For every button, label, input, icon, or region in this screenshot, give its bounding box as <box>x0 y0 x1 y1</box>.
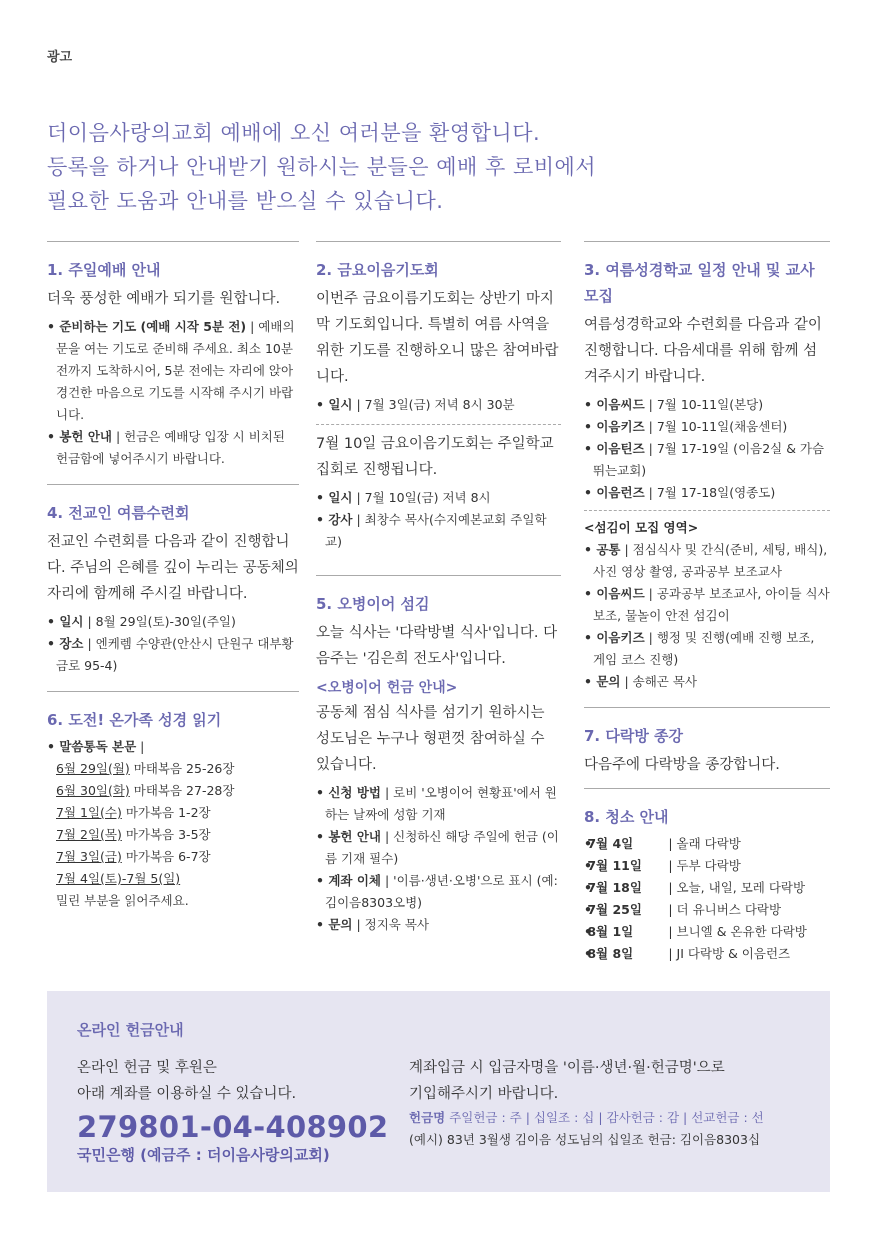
reading-text: 마태복음 27-28장 <box>129 783 235 798</box>
schedule-row <box>584 833 830 855</box>
item-text: | 7월 17-18일(영종도) <box>644 485 776 500</box>
list-item <box>584 671 830 693</box>
list-item <box>316 487 561 509</box>
ad-label: 광고 <box>47 50 73 65</box>
item-label: 강사 <box>328 512 353 527</box>
section-title: 8. 청소 안내 <box>584 808 669 826</box>
section-subtitle: <오병이어 헌금 안내> <box>316 680 458 696</box>
reading-date: 7월 3일(금) <box>56 849 122 864</box>
schedule-team: | JI 다락방 & 이음런즈 <box>668 946 791 961</box>
reading-text: 마가복음 6-7장 <box>121 849 211 864</box>
section-intro: 전교인 수련회를 다음과 같이 진행합니다. 주님의 은혜를 깊이 누리는 공동체의 자리에 함께해 주시길 바랍니다. <box>47 534 299 602</box>
list-item <box>316 509 561 553</box>
section-title: 6. 도전! 온가족 성경 읽기 <box>47 711 222 729</box>
schedule-date: 7월 4일 <box>587 836 634 851</box>
list-item <box>316 394 561 416</box>
section-subheading: <섬김이 모집 영역> <box>584 520 699 535</box>
list-item <box>47 736 299 758</box>
item-text: | 7월 3일(금) 저녁 8시 30분 <box>352 397 515 412</box>
item-text: | 정지욱 목사 <box>352 917 430 932</box>
bank-name: 국민은행 (예금주 : 더이음사랑의교회) <box>77 1146 330 1164</box>
item-label: 일시 <box>59 614 84 629</box>
item-label: 봉헌 안내 <box>328 829 381 844</box>
list-item <box>316 914 561 936</box>
schedule-row <box>584 921 830 943</box>
divider <box>584 241 830 242</box>
column-middle <box>316 241 561 936</box>
section-summer-retreat <box>47 500 299 677</box>
offering-codes-label: 헌금명 <box>409 1110 446 1125</box>
item-label: 이음씨드 <box>596 397 645 412</box>
item-text: | 로비 '오병이어 현황표'에서 원하는 날짜에 성함 기재 <box>325 785 557 822</box>
panel-text: 온라인 헌금 및 후원은 <box>77 1060 217 1076</box>
schedule-team: | 브니엘 & 온유한 다락방 <box>668 924 807 939</box>
list-item <box>584 416 830 438</box>
welcome-line: 필요한 도움과 안내를 받으실 수 있습니다. <box>47 189 444 213</box>
dotted-divider <box>316 424 561 425</box>
schedule-row <box>584 855 830 877</box>
section-intro: 오늘 식사는 '다락방별 식사'입니다. 다음주는 '김은희 전도사'입니다. <box>316 625 558 667</box>
item-label: 이음런즈 <box>596 485 645 500</box>
list-item <box>584 394 830 416</box>
item-text: | 엔케렘 수양관(안산시 단원구 대부황금로 95-4) <box>56 636 294 673</box>
schedule-date: 7월 25일 <box>587 902 642 917</box>
item-label: 신청 방법 <box>328 785 381 800</box>
list-item <box>316 826 561 870</box>
item-text: | 송해곤 목사 <box>620 674 698 689</box>
schedule-date: 7월 11일 <box>587 858 642 873</box>
section-title: 4. 전교인 여름수련회 <box>47 504 190 522</box>
column-left <box>47 241 299 912</box>
list-item <box>584 539 830 583</box>
reading-text: 마태복음 25-26장 <box>129 761 235 776</box>
item-label: 이음키즈 <box>596 419 645 434</box>
reading-date: 7월 4일(토)-7월 5(일) <box>56 871 181 886</box>
item-label: 이음키즈 <box>596 630 645 645</box>
reading-date: 6월 29일(월) <box>56 761 130 776</box>
section-intro: 다음주에 다락방을 종강합니다. <box>584 757 780 773</box>
welcome-message <box>47 116 837 218</box>
divider <box>47 691 299 692</box>
schedule-team: | 오늘, 내일, 모레 다락방 <box>668 880 806 895</box>
reading-note: 밀린 부분을 읽어주세요. <box>56 893 189 908</box>
section-title: 5. 오병이어 섬김 <box>316 595 430 613</box>
item-text: | 8월 29일(토)-30일(주일) <box>83 614 236 629</box>
panel-right <box>409 1055 819 1151</box>
section-cell-closing <box>584 723 830 778</box>
reading-row <box>47 802 299 824</box>
item-text: | <box>136 739 145 754</box>
online-offering-panel <box>47 991 830 1192</box>
item-text: | 7월 10-11일(채움센터) <box>644 419 788 434</box>
item-text: | 7월 17-19일 (이음2실 & 가슴뛰는교회) <box>593 441 825 478</box>
divider <box>47 241 299 242</box>
offering-codes-text: 주일헌금 : 주 | 십일조 : 십 | 감사헌금 : 감 | 선교헌금 : 선 <box>445 1110 764 1125</box>
list-item <box>584 627 830 671</box>
dotted-divider <box>584 510 830 511</box>
item-text: | 예배의 문을 여는 기도로 준비해 주세요. 최소 10분 전까지 도착하시어, 5분 전에는 자리에 앉아 경건한 마음으로 기도를 시작해 주시기 바랍니다. <box>56 319 295 422</box>
panel-text: 기입해주시기 바랍니다. <box>409 1086 559 1102</box>
section-sunday-service <box>47 257 299 470</box>
item-label: 말씀통독 본문 <box>59 739 137 754</box>
schedule-date: 8월 1일 <box>587 924 634 939</box>
section-five-loaves <box>316 591 561 936</box>
reading-row <box>47 758 299 780</box>
item-text: | 공과공부 보조교사, 아이들 식사보조, 물놀이 안전 섬김이 <box>593 586 830 623</box>
schedule-row <box>584 877 830 899</box>
column-right <box>584 241 830 965</box>
section-friday-prayer <box>316 257 561 553</box>
item-text: | '이름·생년·오병'으로 표시 (예: 김이음8303오병) <box>325 873 558 910</box>
divider <box>584 707 830 708</box>
divider <box>316 575 561 576</box>
reading-date: 7월 2일(목) <box>56 827 122 842</box>
offering-example: (예시) 83년 3월생 김이음 성도님의 십일조 헌금: 김이음8303십 <box>409 1132 761 1147</box>
schedule-team: | 올래 다락방 <box>668 836 741 851</box>
schedule-row <box>584 943 830 965</box>
panel-title: 온라인 헌금안내 <box>77 1021 184 1039</box>
item-label: 봉헌 안내 <box>59 429 112 444</box>
section-title: 3. 여름성경학교 일정 안내 및 교사 모집 <box>584 261 815 305</box>
item-text: | 7월 10-11일(본당) <box>644 397 764 412</box>
item-label: 문의 <box>328 917 353 932</box>
schedule-row <box>584 899 830 921</box>
panel-text: 계좌입금 시 입금자명을 '이름·생년·월·헌금명'으로 <box>409 1060 725 1076</box>
section-title: 7. 다락방 종강 <box>584 727 684 745</box>
list-item <box>584 482 830 504</box>
reading-row <box>47 824 299 846</box>
account-number: 279801-04-408902 <box>77 1110 389 1144</box>
list-item <box>584 438 830 482</box>
item-label: 일시 <box>328 397 353 412</box>
item-text: | 7월 10일(금) 저녁 8시 <box>352 490 491 505</box>
section-bible-reading <box>47 707 299 912</box>
section-vbs <box>584 257 830 693</box>
schedule-date: 8월 8일 <box>587 946 634 961</box>
offering-codes <box>409 1107 819 1129</box>
list-item <box>316 782 561 826</box>
reading-date: 7월 1일(수) <box>56 805 122 820</box>
item-label: 문의 <box>596 674 621 689</box>
reading-text: 마가복음 1-2장 <box>121 805 211 820</box>
section-intro: 7월 10일 금요이음기도회는 주일학교 집회로 진행됩니다. <box>316 436 554 478</box>
item-label: 일시 <box>328 490 353 505</box>
section-title: 2. 금요이음기도회 <box>316 261 439 279</box>
section-intro: 더욱 풍성한 예배가 되기를 원합니다. <box>47 291 281 307</box>
reading-date: 6월 30일(화) <box>56 783 130 798</box>
section-intro: 여름성경학교와 수련회를 다음과 같이 진행합니다. 다음세대를 위해 함께 섬겨주시기 바랍니다. <box>584 317 822 385</box>
section-intro: 공동체 점심 식사를 섬기기 원하시는 성도님은 누구나 형편껏 참여하실 수 있습니다. <box>316 705 545 773</box>
welcome-line: 더이음사랑의교회 예배에 오신 여러분을 환영합니다. <box>47 121 541 145</box>
section-cleaning <box>584 804 830 965</box>
list-item <box>584 583 830 627</box>
list-item <box>47 426 299 470</box>
reading-row <box>47 846 299 868</box>
item-label: 준비하는 기도 (예배 시작 5분 전) <box>59 319 247 334</box>
list-item <box>47 316 299 426</box>
item-label: 이음틴즈 <box>596 441 645 456</box>
reading-row <box>47 868 299 890</box>
item-text: | 헌금은 예배당 입장 시 비치된 헌금함에 넣어주시기 바랍니다. <box>56 429 285 466</box>
item-label: 장소 <box>59 636 84 651</box>
schedule-team: | 두부 다락방 <box>668 858 741 873</box>
divider <box>584 788 830 789</box>
list-item <box>47 633 299 677</box>
item-label: 계좌 이체 <box>328 873 381 888</box>
item-label: 공통 <box>596 542 621 557</box>
item-text: | 점심식사 및 간식(준비, 세팅, 배식), 사진 영상 촬영, 공과공부 보조교사 <box>593 542 828 579</box>
reading-text: 마가복음 3-5장 <box>121 827 211 842</box>
item-text: | 최창수 목사(수지예본교회 주일학교) <box>325 512 547 549</box>
welcome-line: 등록을 하거나 안내받기 원하시는 분들은 예배 후 로비에서 <box>47 155 597 179</box>
panel-text: 아래 계좌를 이용하실 수 있습니다. <box>77 1086 297 1102</box>
section-intro: 이번주 금요이름기도회는 상반기 마지막 기도회입니다. 특별히 여름 사역을 위한 기도를 진행하오니 많은 참여바랍니다. <box>316 291 559 385</box>
schedule-team: | 더 유니버스 다락방 <box>668 902 782 917</box>
list-item <box>316 870 561 914</box>
reading-row <box>47 780 299 802</box>
list-item <box>47 611 299 633</box>
divider <box>47 484 299 485</box>
section-title: 1. 주일예배 안내 <box>47 261 161 279</box>
item-text: | 행정 및 진행(예배 진행 보조, 게임 코스 진행) <box>593 630 815 667</box>
divider <box>316 241 561 242</box>
item-label: 이음씨드 <box>596 586 645 601</box>
item-text: | 신청하신 해당 주일에 헌금 (이름 기재 필수) <box>325 829 559 866</box>
panel-left <box>77 1055 397 1165</box>
schedule-date: 7월 18일 <box>587 880 642 895</box>
